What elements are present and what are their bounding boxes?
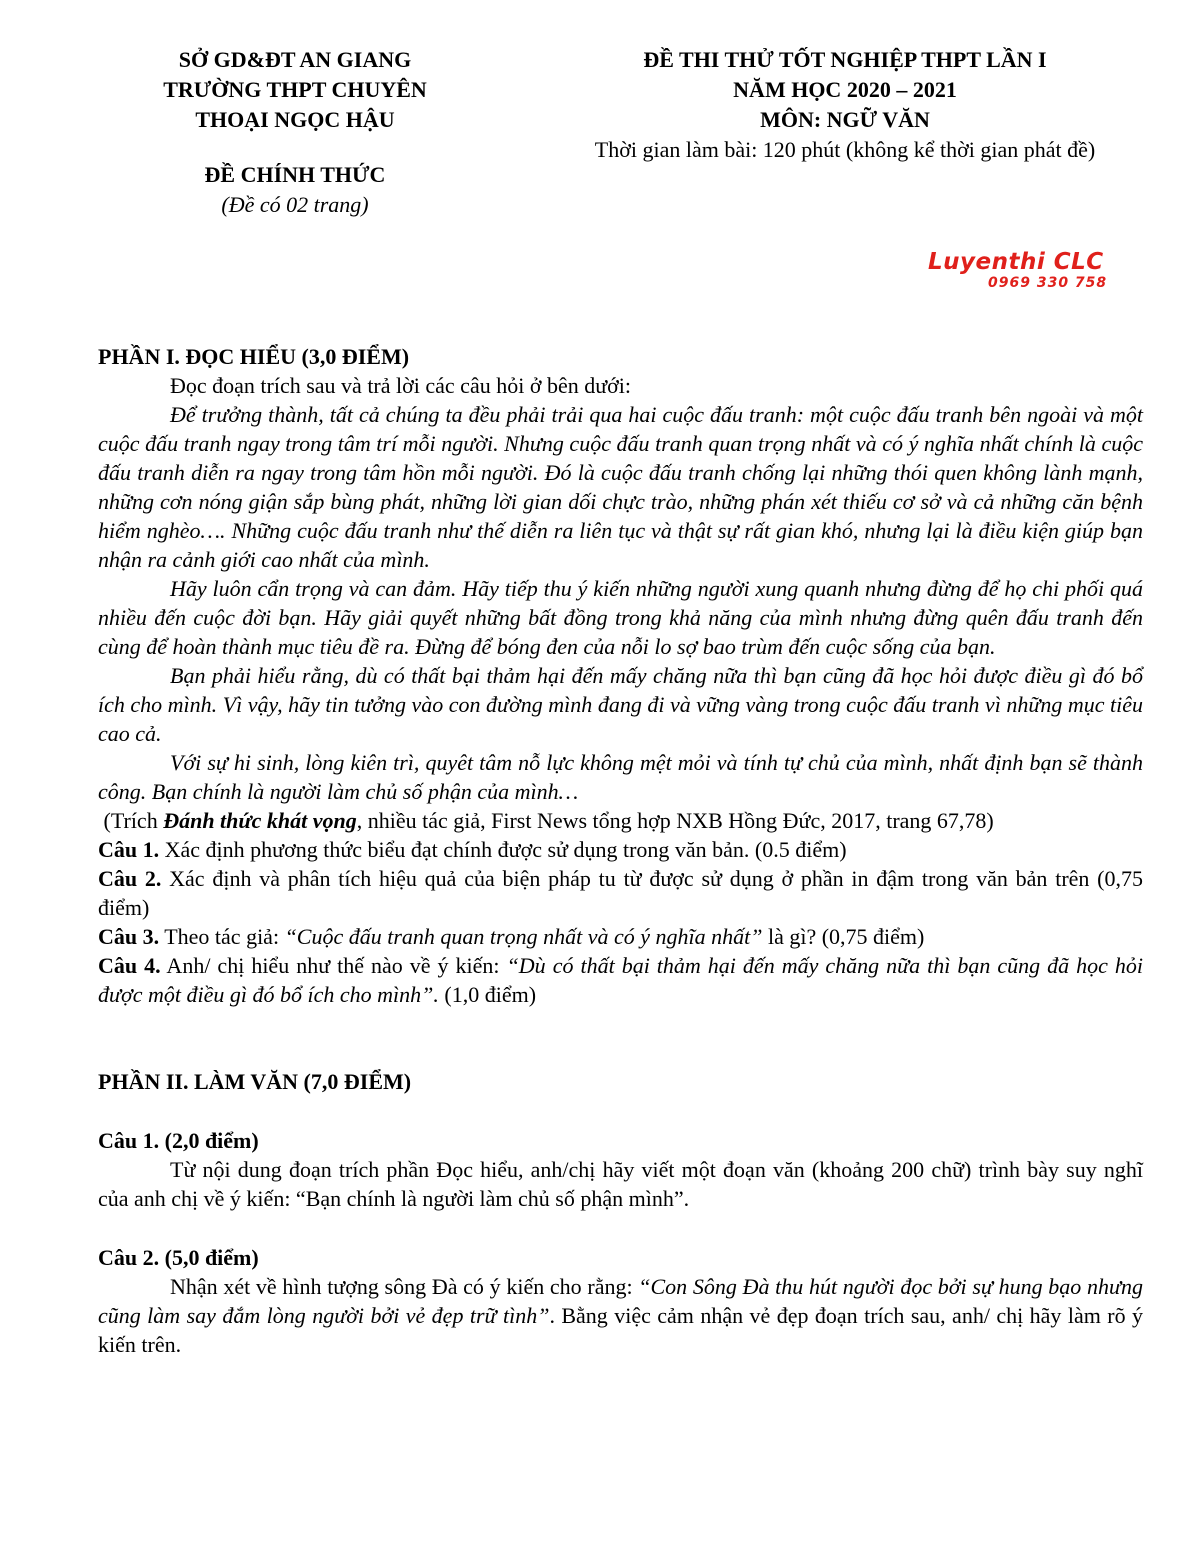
exam-header	[540, 45, 1150, 165]
exam-body	[98, 342, 1143, 1359]
part2-q2-quote: “Con Sông Đà thu hút người đọc bởi sự hung bạo nhưng cũng làm say đắm lòng người bởi vẻ đẹp trữ tình”	[98, 1274, 1143, 1328]
citation-book: Đánh thức khát vọng	[163, 808, 357, 833]
citation-suffix: , nhiều tác giả, First News tổng hợp NXB Hồng Đức, 2017, trang 67,78)	[356, 808, 994, 833]
question-1-label: Câu 1.	[98, 837, 160, 862]
school-name-line1: TRƯỜNG THPT CHUYÊN	[163, 77, 427, 102]
question-4-label: Câu 4.	[98, 953, 161, 978]
exam-time: Thời gian làm bài: 120 phút (không kể thời gian phát đề)	[594, 137, 1096, 162]
school-header	[100, 45, 490, 135]
part2-q2-pre: Nhận xét về hình tượng sông Đà có ý kiến cho rằng:	[170, 1274, 639, 1299]
question-3-post: là gì? (0,75 điểm)	[762, 924, 925, 949]
watermark-name: Luyenthi CLC	[928, 249, 1104, 275]
watermark-logo	[928, 249, 1150, 291]
passage-paragraph-4: Với sự hi sinh, lòng kiên trì, quyêt tâm nỗ lực không mệt mỏi và tính tự chủ của mình, nhất định bạn sẽ thành công. Bạn chính là người làm chủ số phận của mình…	[98, 750, 1143, 804]
official-block	[100, 160, 490, 220]
part2-q2-label: Câu 2. (5,0 điểm)	[98, 1245, 259, 1270]
passage-paragraph-1: Để trưởng thành, tất cả chúng ta đều phải trải qua hai cuộc đấu tranh: một cuộc đấu tranh bên ngoài và một cuộc đấu tranh ngay trong tâm trí mỗi người. Nhưng cuộc đấu tranh quan trọng nhất và có ý nghĩa nhất chính là cuộc đấu tranh diễn ra ngay trong tâm hồn mỗi người. Đó là cuộc đấu tranh chống lại những thói quen không lành mạnh, những cơn nóng giận sắp bùng phát, những lời gian dối chực trào, những phán xét thiếu cơ sở và cả những căn bệnh hiểm nghèo…. Những cuộc đấu tranh như thế diễn ra liên tục và thật sự rất gian khó, nhưng lại là điều kiện giúp bạn nhận ra cảnh giới cao nhất của mình.	[98, 402, 1143, 572]
citation	[98, 806, 1143, 835]
question-4	[98, 951, 1143, 1009]
question-4-quote: “Dù có thất bại thảm hại đến mấy chăng nữa thì bạn cũng đã học hỏi được một điều gì đó bổ ích cho mình”.	[98, 953, 1144, 1007]
passage-paragraph-2: Hãy luôn cẩn trọng và can đảm. Hãy tiếp thu ý kiến những người xung quanh nhưng đừng để họ chi phối quá nhiều đến cuộc đời bạn. Hãy giải quyết những bất đồng trong khả năng của mình nhưng đừng quên đấu tranh đến cùng để hoàn thành mục tiêu đề ra. Đừng để bóng đen của nỗi lo sợ bao trùm đến cuộc sống của bạn.	[98, 576, 1143, 659]
part2-q1-label: Câu 1. (2,0 điểm)	[98, 1128, 259, 1153]
question-2-label: Câu 2.	[98, 866, 162, 891]
question-1-text: Xác định phương thức biểu đạt chính được sử dụng trong văn bản. (0.5 điểm)	[159, 837, 847, 862]
school-name-line2: THOẠI NGỌC HẬU	[195, 107, 395, 132]
part2-q2-text	[98, 1272, 1143, 1359]
question-4-pre: Anh/ chị hiểu như thế nào về ý kiến:	[160, 953, 507, 978]
question-3-quote: “Cuộc đấu tranh quan trọng nhất và có ý nghĩa nhất”	[284, 924, 763, 949]
subject: MÔN: NGỮ VĂN	[760, 107, 930, 132]
question-4-post: (1,0 điểm)	[438, 982, 537, 1007]
question-2-text: Xác định và phân tích hiệu quả của biện pháp tu từ được sử dụng ở phần in đậm trong văn bản trên (0,75 điểm)	[98, 866, 1143, 920]
pages-note: (Đề có 02 trang)	[221, 192, 369, 217]
part1-instruction: Đọc đoạn trích sau và trả lời các câu hỏi ở bên dưới:	[170, 373, 632, 398]
passage-paragraph-3: Bạn phải hiểu rằng, dù có thất bại thảm hại đến mấy chăng nữa thì bạn cũng đã học hỏi được điều gì đó bổ ích cho mình. Vì vậy, hãy tin tưởng vào con đường mình đang đi và vững vàng trong cuộc đấu tranh vì những mục tiêu cao cả.	[98, 663, 1143, 746]
question-2	[98, 864, 1143, 922]
part1-title: PHẦN I. ĐỌC HIỂU (3,0 ĐIỂM)	[98, 344, 410, 369]
official-label: ĐỀ CHÍNH THỨC	[204, 162, 386, 187]
department-name: SỞ GD&ĐT AN GIANG	[178, 47, 412, 72]
question-3	[98, 922, 1143, 951]
watermark-phone: 0969 330 758	[988, 275, 1108, 291]
exam-title: ĐỀ THI THỬ TỐT NGHIỆP THPT LẦN I	[643, 47, 1047, 72]
citation-prefix: (Trích	[98, 808, 164, 833]
question-1	[98, 835, 1143, 864]
question-3-label: Câu 3.	[98, 924, 160, 949]
part2-q2-post: . Bằng việc cảm nhận vẻ đẹp đoạn trích sau, anh/ chị hãy làm rõ ý kiến trên.	[98, 1303, 1143, 1357]
school-year: NĂM HỌC 2020 – 2021	[733, 77, 957, 102]
part2-title: PHẦN II. LÀM VĂN (7,0 ĐIỂM)	[98, 1069, 412, 1094]
part2-q1-text: Từ nội dung đoạn trích phần Đọc hiểu, anh/chị hãy viết một đoạn văn (khoảng 200 chữ) trình bày suy nghĩ của anh chị về ý kiến: “Bạn chính là người làm chủ số phận mình”.	[98, 1157, 1143, 1211]
question-3-pre: Theo tác giả:	[159, 924, 285, 949]
